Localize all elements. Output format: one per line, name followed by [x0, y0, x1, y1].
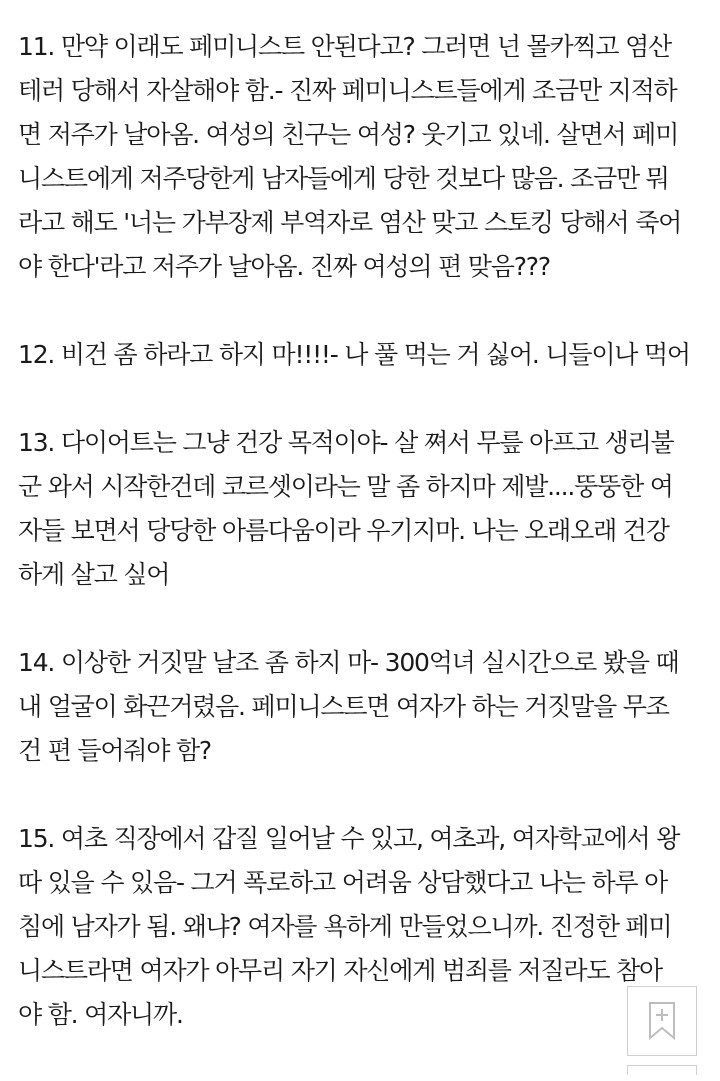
article-body: [18, 25, 708, 1081]
text-line: 면 저주가 날아옴. 여성의 친구는 여성? 웃기고 있네. 살면서 페미: [18, 120, 679, 149]
text-line: 자들 보면서 당당한 아름다움이라 우기지마. 나는 오래오래 건강: [18, 516, 669, 545]
text-line: 군 와서 시작한건데 코르셋이라는 말 좀 하지마 제발....뚱뚱한 여: [18, 472, 673, 501]
paragraph-15: [18, 817, 708, 1037]
text-line: 하게 살고 싶어: [18, 560, 170, 589]
text-line: 야 함. 여자니까.: [18, 1000, 183, 1029]
paragraph-12: [18, 333, 708, 377]
paragraph-11: [18, 25, 708, 289]
text-line: 라고 해도 '너는 가부장제 부역자로 염산 맞고 스토킹 당해서 죽어: [18, 208, 682, 237]
text-line: 침에 남자가 됨. 왜냐? 여자를 욕하게 만들었으니까. 진정한 페미: [18, 912, 672, 941]
text-line: 11. 만약 이래도 페미니스트 안된다고? 그러면 넌 몰카찍고 염산: [18, 32, 672, 61]
text-line: 야 한다'라고 저주가 날아옴. 진짜 여성의 편 맞음???: [18, 252, 550, 281]
text-line: 내 얼굴이 화끈거렸음. 페미니스트면 여자가 하는 거짓말을 무조: [18, 692, 669, 721]
text-line: 따 있을 수 있음- 그거 폭로하고 어려움 상담했다고 나는 하루 아: [18, 868, 668, 897]
paragraph-14: [18, 641, 708, 773]
floating-button-partial[interactable]: [627, 1065, 697, 1075]
bookmark-add-icon: [647, 1001, 677, 1041]
text-line: 건 편 들어줘야 함?: [18, 736, 211, 765]
bookmark-button[interactable]: [627, 986, 697, 1056]
text-line: 테러 당해서 자살해야 함.- 진짜 페미니스트들에게 조금만 지적하: [18, 76, 677, 105]
text-line: 니스트라면 여자가 아무리 자기 자신에게 범죄를 저질라도 참아: [18, 956, 662, 985]
text-line: 13. 다이어트는 그냥 건강 목적이야- 살 쪄서 무릎 아프고 생리불: [18, 428, 674, 457]
paragraph-13: [18, 421, 708, 597]
text-line: 15. 여초 직장에서 갑질 일어날 수 있고, 여초과, 여자학교에서 왕: [18, 824, 680, 853]
text-line: 14. 이상한 거짓말 날조 좀 하지 마- 300억녀 실시간으로 봤을 때: [18, 648, 679, 677]
text-line: 12. 비건 좀 하라고 하지 마!!!!- 나 풀 먹는 거 싫어. 니들이나 먹어: [18, 340, 690, 369]
text-line: 니스트에게 저주당한게 남자들에게 당한 것보다 많음. 조금만 뭐: [18, 164, 669, 193]
